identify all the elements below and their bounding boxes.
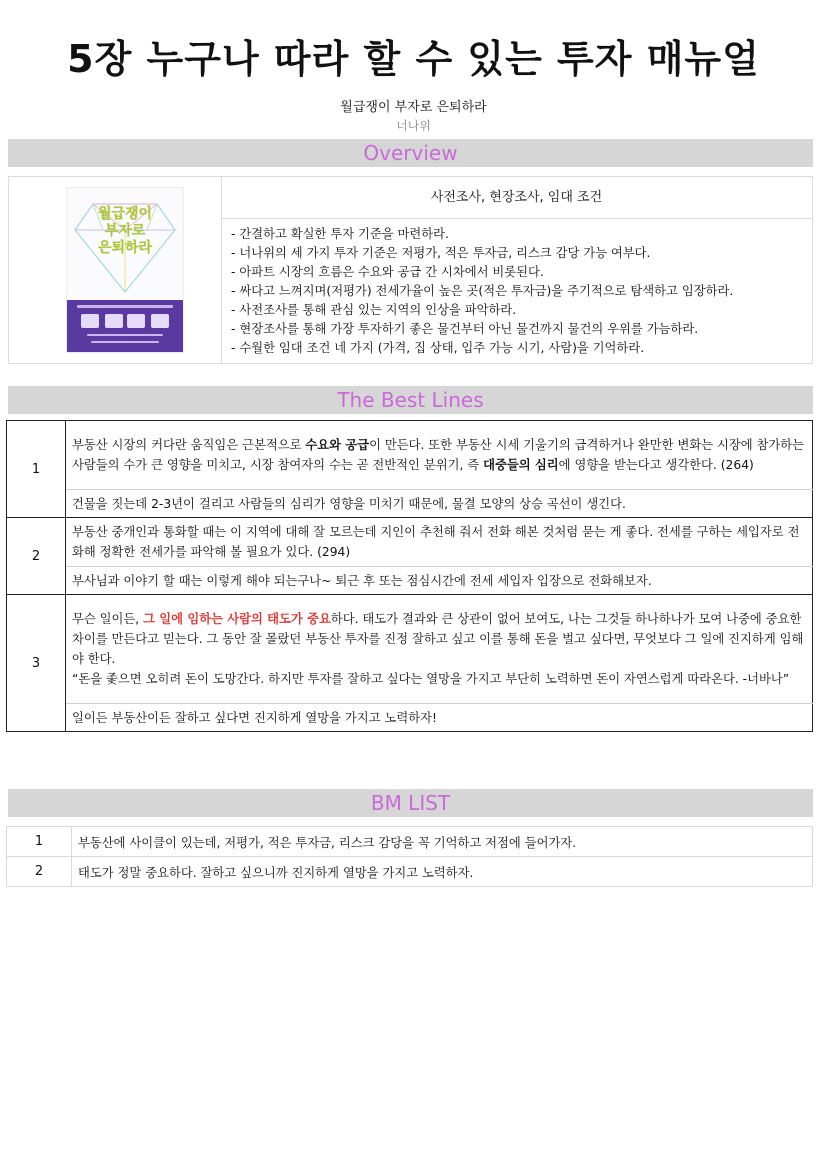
cover-title-line: 은퇴하라 — [97, 240, 153, 256]
quote-text: 에 영향을 받는다고 생각한다. (264) — [558, 458, 754, 472]
book-cover-cell — [9, 177, 222, 363]
bm-list-section-header: BM LIST — [8, 789, 813, 817]
overview-bullet: - 아파트 시장의 흐름은 수요와 공급 간 시차에서 비롯된다. — [231, 263, 733, 282]
table-row — [7, 567, 813, 595]
overview-bullet: - 현장조사를 통해 가장 투자하기 좋은 물건부터 아닌 물건까지 물건의 우위를 가늠하라. — [231, 320, 733, 339]
cover-chip — [105, 314, 123, 328]
table-row — [7, 704, 813, 732]
row-number: 2 — [7, 518, 66, 595]
quote-text: “돈을 좇으면 오히려 돈이 도망간다. 하지만 투자를 잘하고 싶다는 열망을 가지고 부단히 노력하면 돈이 자연스럽게 따라온다. -너바나” — [72, 672, 790, 686]
overview-bullet: - 수월한 임대 조건 네 가지 (가격, 집 상태, 입주 가능 시기, 사람)을 기억하라. — [231, 339, 733, 358]
table-row — [7, 827, 813, 857]
bm-list-table — [6, 826, 813, 887]
best-lines-table — [6, 420, 813, 732]
overview-bullet: - 너나위의 세 가지 투자 기준은 저평가, 적은 투자금, 리스크 감당 가능 여부다. — [231, 244, 733, 263]
cover-title-line: 월급쟁이 — [97, 206, 153, 222]
cover-title — [67, 206, 183, 257]
best-lines-section-header: The Best Lines — [8, 386, 813, 414]
quote-emphasis: 대중들의 심리 — [483, 458, 559, 472]
book-cover-image — [66, 187, 184, 353]
page-title: 5장 누구나 따라 할 수 있는 투자 매뉴얼 — [67, 37, 760, 81]
row-number: 3 — [7, 595, 66, 732]
quote-cell — [66, 518, 813, 567]
cover-title-line: 부자로 — [104, 223, 146, 239]
cover-chip — [151, 314, 169, 328]
quote-text: 무슨 일이든, — [72, 612, 144, 626]
table-row — [7, 421, 813, 490]
table-row — [7, 595, 813, 704]
table-row — [7, 857, 813, 887]
bm-item-text: 태도가 정말 중요하다. 잘하고 싶으니까 진지하게 열망을 가지고 노력하자. — [72, 857, 813, 887]
quote-text: 이 만든다. 또한 부동산 시세 기울기의 급격하거나 완만한 변화는 시장에 참가하는 사람들의 수가 큰 영향을 미치고, 시장 참여자의 수는 곧 전반적인 분위기, 즉 — [72, 438, 805, 472]
quote-text: 하다. 태도가 결과와 큰 상관이 없어 보여도, 나는 그것들 하나하나가 모여 나중에 중요한 차이를 만든다고 믿는다. 그 동안 잘 몰랐던 부동산 투자를 진정 잘하고 싶고 이를 통해 돈을 벌고 싶다면, 무엇보다 그 일에 진지하게 임해야 한다. — [72, 612, 804, 666]
row-number: 1 — [7, 421, 66, 518]
cover-band-line — [91, 341, 159, 343]
cover-band-line — [87, 334, 163, 336]
row-number: 2 — [7, 857, 72, 887]
overview-table — [8, 176, 813, 364]
cover-band-line — [77, 305, 173, 308]
overview-bullet: - 사전조사를 통해 관심 있는 지역의 인상을 파악하라. — [231, 301, 733, 320]
cover-band — [67, 300, 183, 352]
quote-highlight: 그 일에 임하는 사람의 태도가 중요 — [143, 612, 331, 626]
overview-content-cell — [221, 177, 812, 363]
note-cell: 부사님과 이야기 할 때는 이렇게 해야 되는구나~ 퇴근 후 또는 점심시간에 전세 세입자 입장으로 전화해보자. — [66, 567, 813, 595]
overview-bullet-list — [231, 225, 733, 358]
overview-bullet: - 싸다고 느껴지며(저평가) 전세가율이 높은 곳(적은 투자금)을 주기적으로 탐색하고 임장하라. — [231, 282, 733, 301]
book-title: 월급쟁이 부자로 은퇴하라 — [340, 100, 487, 115]
author-name: 너나위 — [396, 119, 431, 133]
table-row — [7, 518, 813, 567]
quote-emphasis: 수요와 공급 — [305, 438, 370, 452]
quote-cell — [66, 595, 813, 704]
cover-chip — [81, 314, 99, 328]
row-number: 1 — [7, 827, 72, 857]
overview-bullet: - 간결하고 확실한 투자 기준을 마련하라. — [231, 225, 733, 244]
overview-heading: 사전조사, 현장조사, 임대 조건 — [221, 177, 812, 219]
quote-cell — [66, 421, 813, 490]
note-cell: 일이든 부동산이든 잘하고 싶다면 진지하게 열망을 가지고 노력하자! — [66, 704, 813, 732]
bm-item-text: 부동산에 사이클이 있는데, 저평가, 적은 투자금, 리스크 감당을 꼭 기억하고 저점에 들어가자. — [72, 827, 813, 857]
note-cell: 건물을 짓는데 2-3년이 걸리고 사람들의 심리가 영향을 미치기 때문에, 물결 모양의 상승 곡선이 생긴다. — [66, 490, 813, 518]
quote-text: 부동산 중개인과 통화할 때는 이 지역에 대해 잘 모르는데 지인이 추천해 줘서 전화 해본 것처럼 묻는 게 좋다. 전세를 구하는 세입자로 전화해 정확한 전세가를 파악해 볼 필요가 있다. (294) — [72, 525, 800, 559]
overview-section-header: Overview — [8, 139, 813, 167]
cover-chip — [127, 314, 145, 328]
table-row — [7, 490, 813, 518]
quote-text: 부동산 시장의 커다란 움직임은 근본적으로 — [72, 438, 306, 452]
